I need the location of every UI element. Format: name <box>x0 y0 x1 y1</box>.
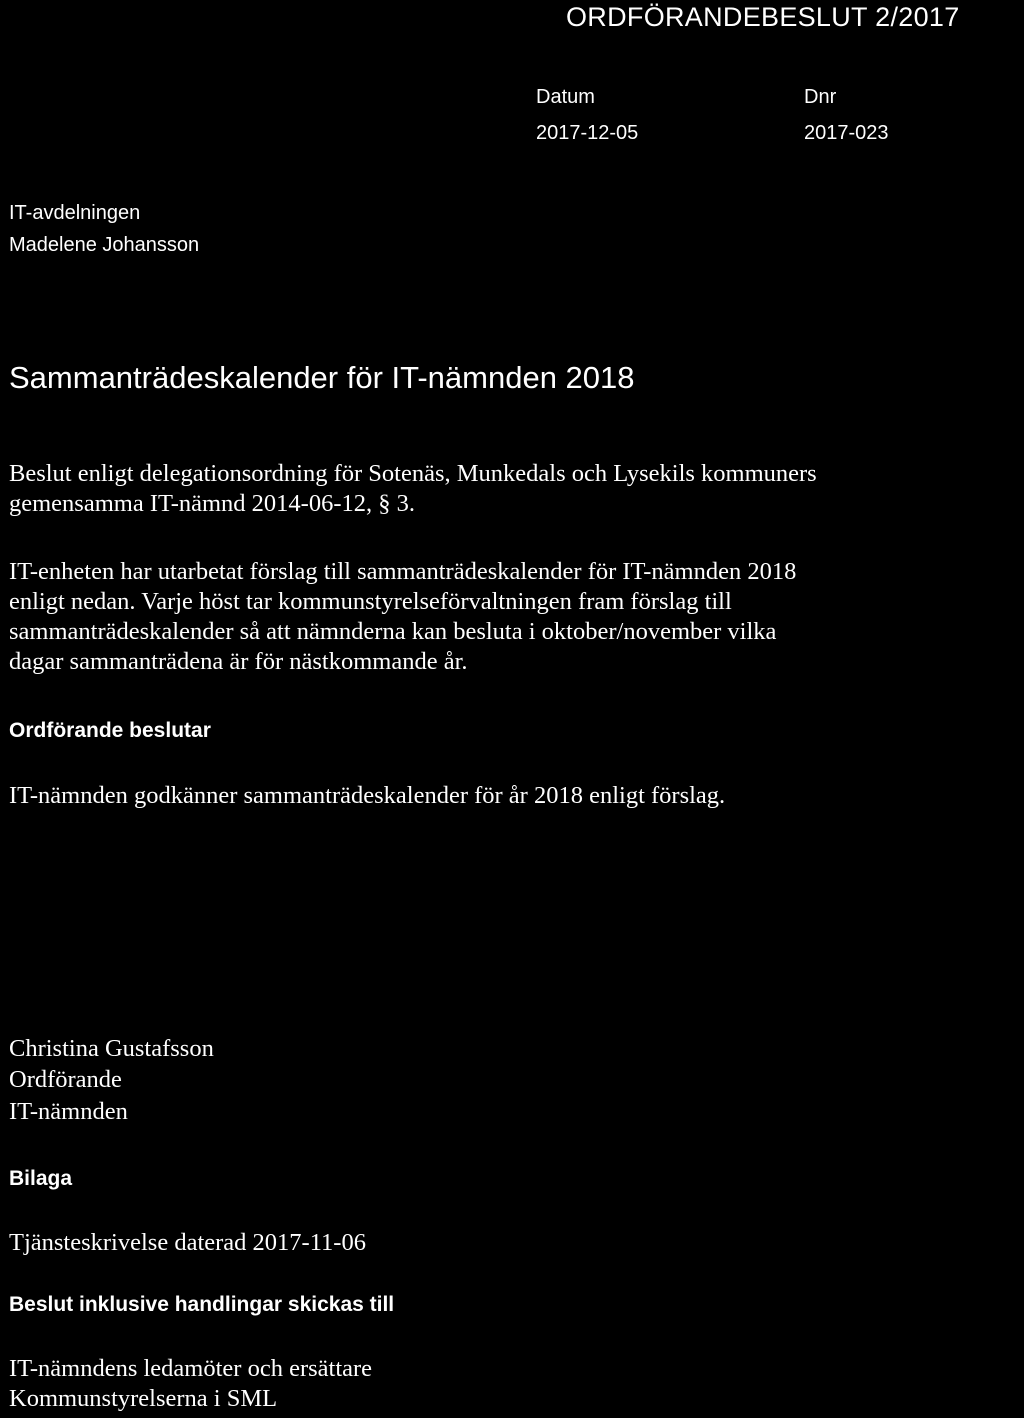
delegation-paragraph <box>9 459 1021 519</box>
distribution-recipient: Kommunstyrelserna i SML <box>9 1385 278 1412</box>
proposal-line: dagar sammanträdena är för nästkommande år. <box>9 648 468 675</box>
distribution-heading: Beslut inklusive handlingar skickas till <box>9 1293 395 1316</box>
attachment-heading: Bilaga <box>9 1167 73 1190</box>
document-header-title: ORDFÖRANDEBESLUT 2/2017 <box>566 2 960 32</box>
decision-heading: Ordförande beslutar <box>9 719 211 742</box>
sender-department: IT-avdelningen <box>9 202 141 224</box>
date-label: Datum <box>536 86 595 108</box>
signature-role: Ordförande <box>9 1066 122 1093</box>
proposal-paragraph <box>9 557 1021 677</box>
date-value: 2017-12-05 <box>536 122 639 144</box>
attachment-text: Tjänsteskrivelse daterad 2017-11-06 <box>9 1229 366 1256</box>
dnr-label: Dnr <box>804 86 837 108</box>
proposal-line: sammanträdeskalender så att nämnderna kan besluta i oktober/november vilka <box>9 618 777 645</box>
proposal-line: enligt nedan. Varje höst tar kommunstyrelseförvaltningen fram förslag till <box>9 588 732 615</box>
delegation-line: gemensamma IT-nämnd 2014-06-12, § 3. <box>9 490 415 517</box>
distribution-recipient: IT-nämndens ledamöter och ersättare <box>9 1355 373 1382</box>
document-title: Sammanträdeskalender för IT-nämnden 2018 <box>9 360 635 395</box>
delegation-line: Beslut enligt delegationsordning för Sotenäs, Munkedals och Lysekils kommuners <box>9 460 817 487</box>
signature-organization: IT-nämnden <box>9 1098 128 1125</box>
dnr-value: 2017-023 <box>804 122 889 144</box>
signature-name: Christina Gustafsson <box>9 1035 214 1062</box>
sender-name: Madelene Johansson <box>9 234 200 256</box>
proposal-line: IT-enheten har utarbetat förslag till sammanträdeskalender för IT-nämnden 2018 <box>9 558 797 585</box>
decision-text: IT-nämnden godkänner sammanträdeskalender för år 2018 enligt förslag. <box>9 782 726 809</box>
